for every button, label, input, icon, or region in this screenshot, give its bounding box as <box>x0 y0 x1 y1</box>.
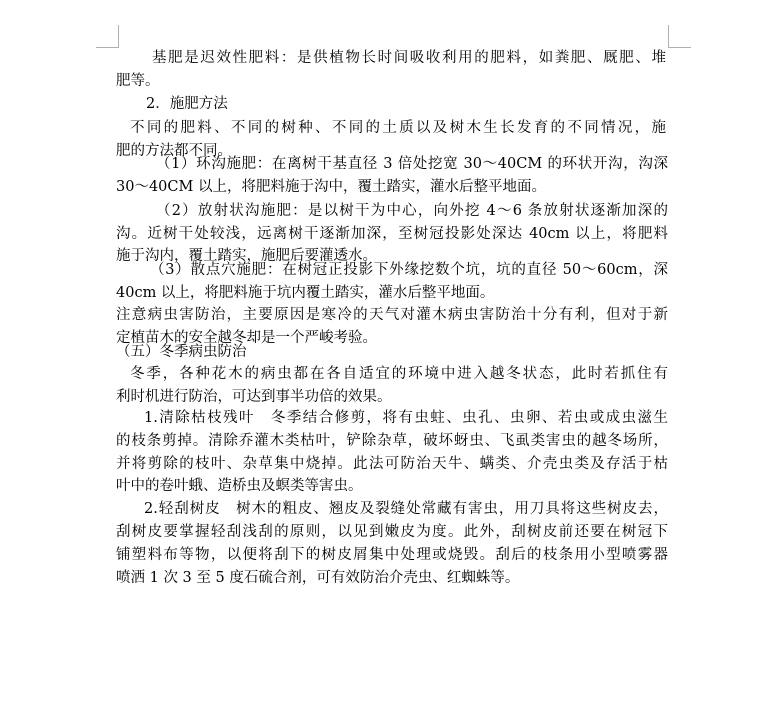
text-line: 2.轻刮树皮 树木的粗皮、翘皮及裂缝处常藏有害虫，用刀具将这些树皮去， <box>144 501 668 517</box>
text-line: 30～40CM 以上，将肥料施于沟中，覆土踏实，灌水后整平地面。 <box>116 179 546 195</box>
text-line: 不同的肥料、不同的树种、不同的土质以及树木生长发育的不同情况，施 <box>130 120 666 136</box>
text-line: （1）环沟施肥：在离树干基直径 3 倍处挖宽 30～40CM 的环状开沟，沟深 <box>156 156 668 172</box>
text-line: 定植苗木的安全越冬却是一个严峻考验。 <box>116 330 377 346</box>
text-line: 基肥是迟效性肥料：是供植物长时间吸收利用的肥料，如粪肥、厩肥、堆 <box>152 50 666 66</box>
text-line: 注意病虫害防治，主要原因是寒冷的天气对灌木病虫害防治十分有利，但对于新 <box>116 307 668 323</box>
text-line: 肥的方法都不同。 <box>116 143 232 159</box>
text-line: 并将剪除的枝叶、杂草集中烧掉。此法可防治天牛、螨类、介壳虫类及存活于枯 <box>116 456 668 472</box>
text-line: 1.清除枯枝残叶 冬季结合修剪，将有虫蛀、虫孔、虫卵、若虫或成虫滋生 <box>144 410 668 426</box>
text-line: 肥等。 <box>116 73 160 89</box>
text-line: 的枝条剪掉。清除乔灌木类枯叶，铲除杂草，破坏蚜虫、飞虱类害虫的越冬场所， <box>116 433 668 449</box>
text-line: 喷洒 1 次 3 至 5 度石硫合剂，可有效防治介壳虫、红蜘蛛等。 <box>116 570 520 586</box>
page-corner-mark-top-left <box>96 25 119 48</box>
text-line: 利时机进行防治，可达到事半功倍的效果。 <box>116 389 392 405</box>
text-line: 冬季，各种花木的病虫都在各自适宜的环境中进入越冬状态，此时若抓住有 <box>130 366 668 382</box>
section-heading: 2．施肥方法 <box>146 96 228 112</box>
text-line: 铺塑料布等物，以便将刮下的树皮屑集中处理或烧毁。刮后的枝条用小型喷雾器 <box>116 547 668 563</box>
text-line: 叶中的卷叶蛾、造桥虫及螟类等害虫。 <box>116 478 363 494</box>
text-line: （2）放射状沟施肥：是以树干为中心，向外挖 4～6 条放射状逐渐加深的 <box>156 203 668 219</box>
text-line: 40cm 以上，将肥料施于坑内覆土踏实，灌水后整平地面。 <box>116 285 495 301</box>
text-line: 施于沟内，覆土踏实，施肥后要灌透水。 <box>116 248 377 264</box>
text-line: 刮树皮要掌握轻刮浅刮的原则，以见到嫩皮为度。此外，刮树皮前还要在树冠下 <box>116 524 668 540</box>
text-line: 沟。近树干处较浅，远离树干逐渐加深，至树冠投影处深达 40cm 以上，将肥料 <box>116 226 668 242</box>
section-heading: （五）冬季病虫防治 <box>116 344 247 360</box>
text-line: （3）散点穴施肥：在树冠正投影下外缘挖数个坑，坑的直径 50～60cm，深 <box>150 262 668 278</box>
page-corner-mark-top-right <box>668 25 691 48</box>
